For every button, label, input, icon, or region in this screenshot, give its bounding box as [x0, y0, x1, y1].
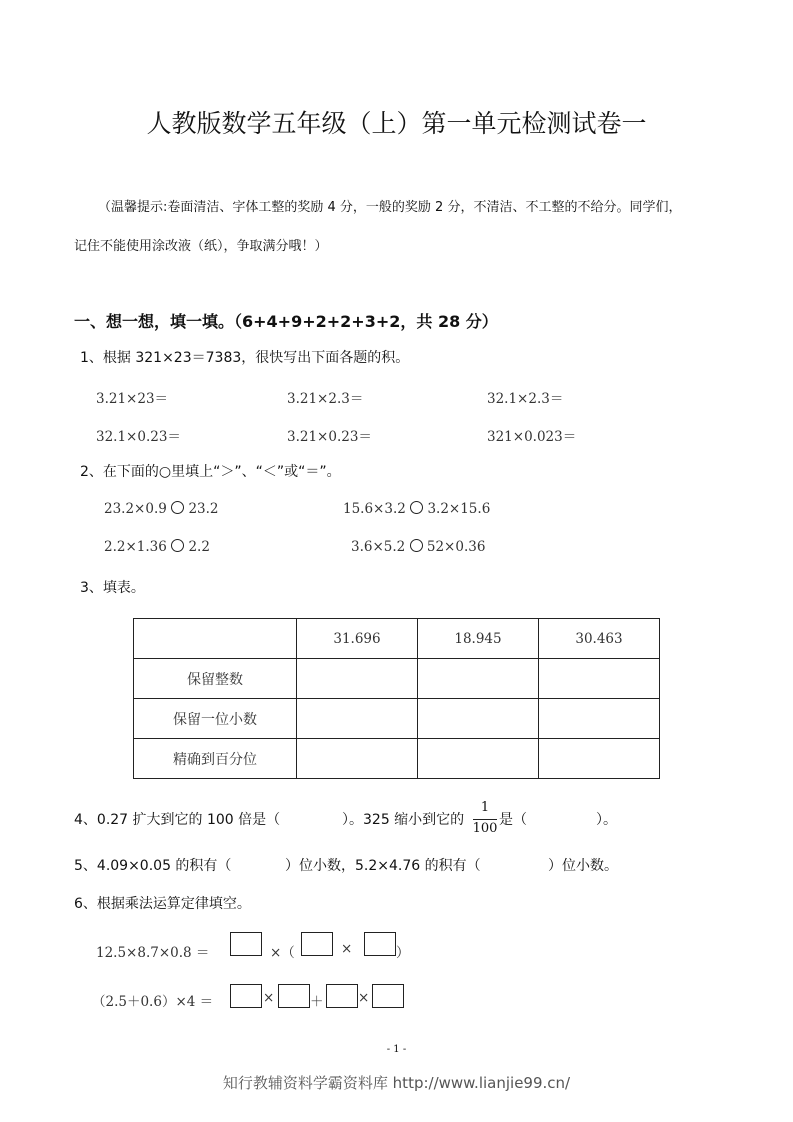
table-row-label: 保留一位小数: [134, 699, 297, 739]
q2-item: [104, 539, 210, 555]
answer-cell[interactable]: [539, 699, 660, 739]
q2-right: 2.2: [188, 539, 210, 555]
footer-watermark: 知行教辅资料学霸资料库 http://www.lianjie99.cn/: [222, 1074, 571, 1092]
fraction-numerator: 1: [480, 800, 490, 815]
answer-cell[interactable]: [297, 659, 418, 699]
table-row: [134, 699, 660, 739]
answer-cell[interactable]: [418, 739, 539, 779]
q3-prompt: 3、填表。: [80, 580, 145, 596]
answer-cell[interactable]: [297, 739, 418, 779]
answer-box[interactable]: [230, 932, 262, 956]
table-header-cell: 31.696: [297, 619, 418, 659]
q6-eq2-left: （2.5＋0.6）×4 ＝: [92, 994, 214, 1010]
q2-right: 52×0.36: [426, 539, 486, 555]
q2-left: 2.2×1.36: [104, 539, 167, 555]
fraction-bar: [473, 819, 497, 820]
table-row: [134, 659, 660, 699]
q6-prompt: 6、根据乘法运算定律填空。: [74, 896, 251, 912]
table-row: [134, 739, 660, 779]
tip-line-2: 记住不能使用涂改液（纸），争取满分哦！）: [74, 239, 328, 254]
q6-eq1-op: ×: [341, 941, 353, 957]
q5-part2: ）位小数，5.2×4.76 的积有（: [285, 858, 481, 874]
answer-box[interactable]: [301, 932, 333, 956]
q4-part2: ）。325 缩小到它的: [342, 812, 465, 828]
page-title: 人教版数学五年级（上）第一单元检测试卷一: [146, 109, 647, 138]
q6-eq1-left: 12.5×8.7×0.8 ＝: [96, 945, 210, 961]
q2-item: [104, 501, 219, 517]
answer-box[interactable]: [364, 932, 396, 956]
answer-cell[interactable]: [297, 699, 418, 739]
fraction-denominator: 100: [472, 821, 498, 836]
answer-cell[interactable]: [539, 659, 660, 699]
q2-left: 3.6×5.2: [351, 539, 406, 555]
compare-circle[interactable]: [410, 501, 423, 514]
q2-left: 23.2×0.9: [104, 501, 167, 517]
q1-item: 3.21×23＝: [96, 391, 169, 407]
q2-right: 23.2: [188, 501, 219, 517]
compare-circle[interactable]: [171, 539, 184, 552]
answer-box[interactable]: [372, 984, 404, 1008]
q6-eq1-op: ×（: [270, 945, 295, 961]
q5-part1: 5、4.09×0.05 的积有（: [74, 858, 232, 874]
table-header-row: [134, 619, 660, 659]
table-header-cell: 30.463: [539, 619, 660, 659]
q5-part3: ）位小数。: [548, 858, 618, 874]
table-header-cell: [134, 619, 297, 659]
answer-box[interactable]: [230, 984, 262, 1008]
table-row-label: 精确到百分位: [134, 739, 297, 779]
q6-eq2-op: ×: [263, 990, 275, 1006]
q1-item: 321×0.023＝: [487, 429, 577, 445]
q2-right: 3.2×15.6: [427, 501, 491, 517]
q2-item: [351, 539, 485, 555]
q2-left: 15.6×3.2: [343, 501, 406, 517]
table-header-cell: 18.945: [418, 619, 539, 659]
q2-prompt: 2、在下面的○里填上“＞”、“＜”或“＝”。: [80, 464, 341, 480]
q6-eq1-close: ）: [396, 945, 410, 961]
compare-circle[interactable]: [171, 501, 184, 514]
answer-cell[interactable]: [418, 659, 539, 699]
compare-circle[interactable]: [410, 539, 423, 552]
q1-item: 3.21×2.3＝: [287, 391, 364, 407]
q6-eq2-op: ＋: [310, 994, 324, 1010]
q2-item: [343, 501, 490, 517]
q4-part4: ）。: [596, 812, 617, 828]
q1-prompt: 1、根据 321×23＝7383，很快写出下面各题的积。: [80, 350, 410, 366]
q6-eq2-op: ×: [358, 990, 370, 1006]
table-row-label: 保留整数: [134, 659, 297, 699]
answer-box[interactable]: [278, 984, 310, 1008]
q1-item: 3.21×0.23＝: [287, 429, 372, 445]
tip-line-1: （温馨提示:卷面清洁、字体工整的奖励 4 分，一般的奖励 2 分，不清洁、不工整的不给分。同学们，: [98, 200, 682, 215]
page-number: - 1 -: [386, 1044, 407, 1055]
answer-cell[interactable]: [418, 699, 539, 739]
answer-box[interactable]: [326, 984, 358, 1008]
q1-item: 32.1×2.3＝: [487, 391, 564, 407]
q4-part1: 4、0.27 扩大到它的 100 倍是（: [74, 812, 281, 828]
q4-part3: 是（: [499, 812, 527, 828]
answer-cell[interactable]: [539, 739, 660, 779]
q1-item: 32.1×0.23＝: [96, 429, 181, 445]
section-1-heading: 一、想一想，填一填。（6+4+9+2+2+3+2，共 28 分）: [74, 312, 498, 331]
rounding-table: [133, 618, 660, 779]
